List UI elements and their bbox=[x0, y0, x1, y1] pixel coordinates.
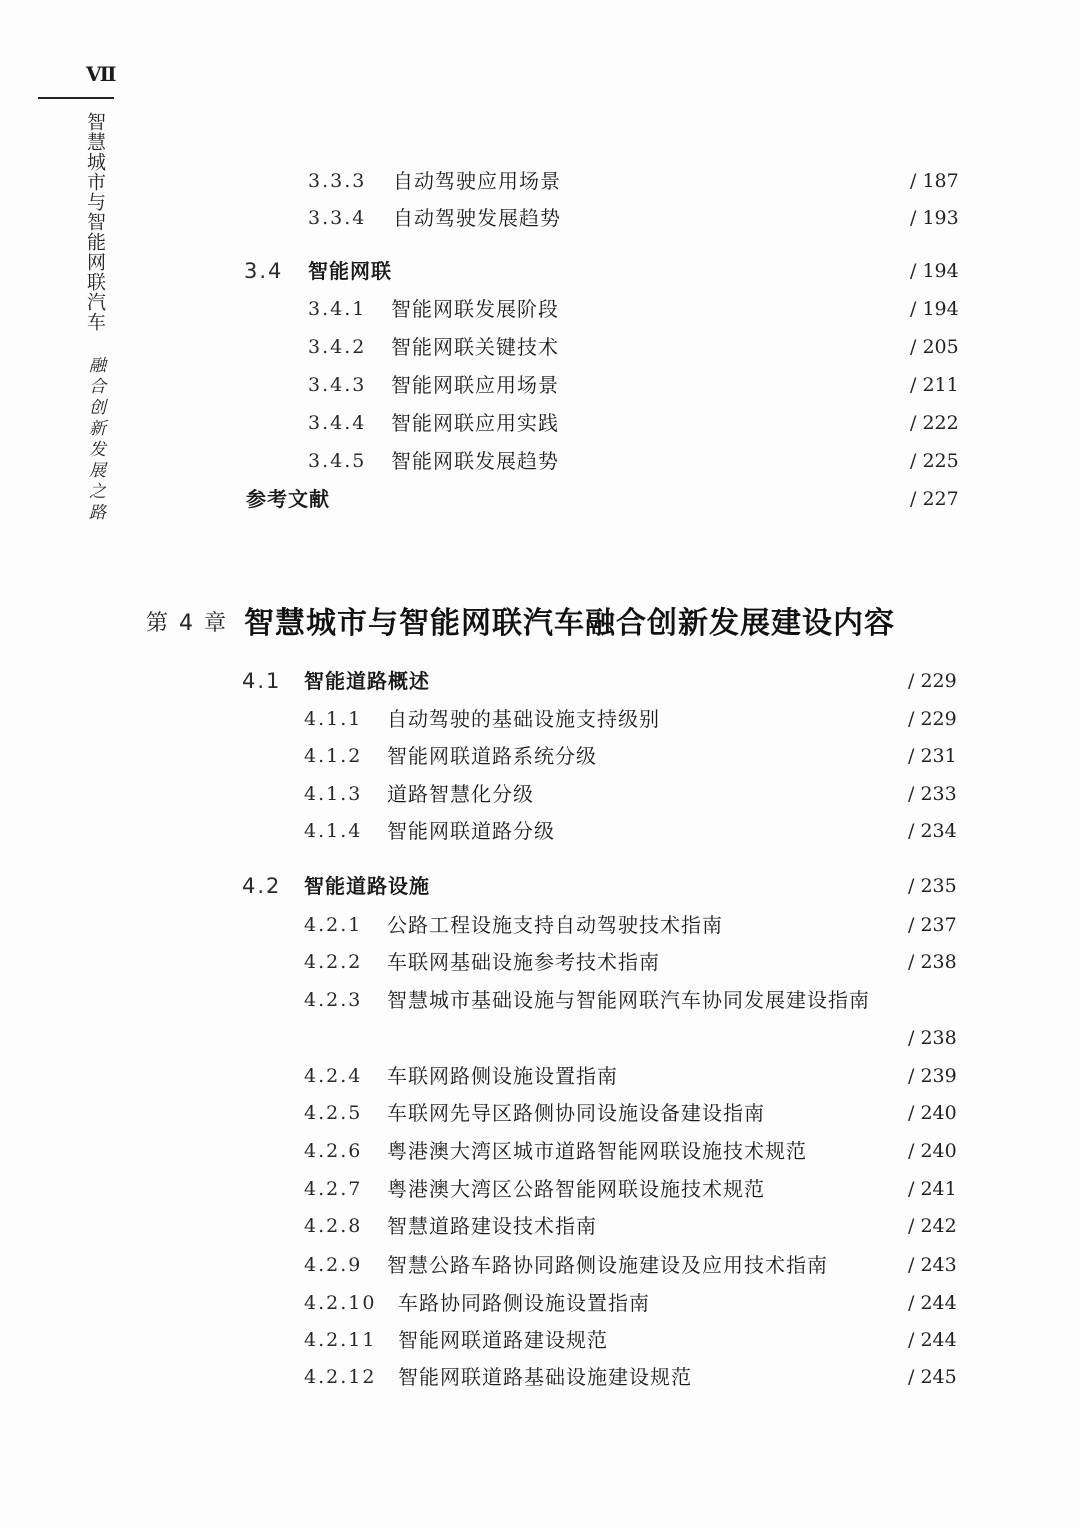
entry-page: / 187 bbox=[910, 170, 959, 192]
toc-entry-4-1-3[interactable] bbox=[0, 779, 1080, 809]
entry-number: 3.4.3 bbox=[308, 374, 367, 396]
toc-section-4-2[interactable] bbox=[0, 871, 1080, 901]
entry-number: 4.2.2 bbox=[304, 951, 363, 973]
section-page: / 229 bbox=[908, 670, 957, 692]
entry-number: 4.2.10 bbox=[304, 1292, 377, 1314]
toc-entry-3-3-3[interactable] bbox=[0, 166, 1080, 196]
toc-entry-3-4-1[interactable] bbox=[0, 294, 1080, 324]
section-number: 3.4 bbox=[244, 259, 284, 283]
entry-page: / 233 bbox=[908, 783, 957, 805]
entry-number: 4.2.5 bbox=[304, 1102, 363, 1124]
entry-number: 3.3.4 bbox=[308, 207, 367, 229]
page-number: Ⅶ bbox=[86, 62, 116, 86]
entry-number: 4.2.12 bbox=[304, 1366, 377, 1388]
references-page: / 227 bbox=[910, 488, 959, 510]
entry-title: 智能网联发展阶段 bbox=[391, 297, 559, 321]
toc-entry-4-2-3[interactable] bbox=[0, 985, 1080, 1015]
toc-entry-4-1-1[interactable] bbox=[0, 704, 1080, 734]
entry-title: 智能网联应用实践 bbox=[391, 411, 559, 435]
toc-entry-4-2-8[interactable] bbox=[0, 1211, 1080, 1241]
section-number: 4.2 bbox=[242, 874, 282, 898]
toc-entry-4-1-2[interactable] bbox=[0, 741, 1080, 771]
entry-number: 4.2.7 bbox=[304, 1178, 363, 1200]
entry-title: 智能网联道路基础设施建设规范 bbox=[398, 1365, 692, 1389]
entry-page: / 244 bbox=[908, 1329, 957, 1351]
entry-title: 公路工程设施支持自动驾驶技术指南 bbox=[387, 913, 723, 937]
entry-page: / 237 bbox=[908, 914, 957, 936]
section-title: 智能网联 bbox=[308, 259, 392, 283]
entry-title: 车联网先导区路侧协同设施设备建设指南 bbox=[387, 1101, 765, 1125]
entry-page: / 222 bbox=[910, 412, 959, 434]
entry-title: 车路协同路侧设施设置指南 bbox=[398, 1291, 650, 1315]
section-page: / 194 bbox=[910, 260, 959, 282]
entry-title: 智能网联关键技术 bbox=[391, 335, 559, 359]
entry-title: 智慧公路车路协同路侧设施建设及应用技术指南 bbox=[387, 1253, 828, 1277]
toc-entry-4-2-9[interactable] bbox=[0, 1250, 1080, 1280]
toc-entry-4-1-4[interactable] bbox=[0, 816, 1080, 846]
entry-page: / 234 bbox=[908, 820, 957, 842]
entry-page: / 193 bbox=[910, 207, 959, 229]
entry-page: / 205 bbox=[910, 336, 959, 358]
entry-number: 4.2.3 bbox=[304, 989, 363, 1011]
entry-number: 3.4.2 bbox=[308, 336, 367, 358]
toc-entry-3-4-5[interactable] bbox=[0, 446, 1080, 476]
entry-number: 4.2.8 bbox=[304, 1215, 363, 1237]
toc-entry-4-2-1[interactable] bbox=[0, 910, 1080, 940]
entry-page: / 231 bbox=[908, 745, 957, 767]
entry-page: / 239 bbox=[908, 1065, 957, 1087]
entry-number: 4.1.3 bbox=[304, 783, 363, 805]
entry-number: 4.2.1 bbox=[304, 914, 363, 936]
entry-number: 3.4.1 bbox=[308, 298, 367, 320]
toc-entry-3-3-4[interactable] bbox=[0, 203, 1080, 233]
entry-number: 4.2.9 bbox=[304, 1254, 363, 1276]
entry-page: / 242 bbox=[908, 1215, 957, 1237]
section-title: 智能道路设施 bbox=[304, 874, 430, 898]
entry-title: 道路智慧化分级 bbox=[387, 782, 534, 806]
toc-entry-4-2-2[interactable] bbox=[0, 947, 1080, 977]
entry-number: 4.2.4 bbox=[304, 1065, 363, 1087]
entry-number: 4.1.2 bbox=[304, 745, 363, 767]
entry-title: 智能网联道路系统分级 bbox=[387, 744, 597, 768]
toc-entry-4-2-6[interactable] bbox=[0, 1136, 1080, 1166]
chapter-title[interactable]: 智慧城市与智能网联汽车融合创新发展建设内容 bbox=[244, 606, 895, 641]
running-book-title: 智慧城市与智能网联汽车 bbox=[84, 112, 106, 332]
entry-title: 粤港澳大湾区公路智能网联设施技术规范 bbox=[387, 1177, 765, 1201]
toc-entry-4-2-7[interactable] bbox=[0, 1174, 1080, 1204]
section-number: 4.1 bbox=[242, 669, 282, 693]
toc-entry-4-2-3-page-line bbox=[0, 1023, 1080, 1053]
entry-page: / 241 bbox=[908, 1178, 957, 1200]
section-title: 智能道路概述 bbox=[304, 669, 430, 693]
toc-entry-4-2-4[interactable] bbox=[0, 1061, 1080, 1091]
references-title: 参考文献 bbox=[246, 487, 330, 511]
entry-page: / 238 bbox=[908, 951, 957, 973]
running-book-subtitle: 融合创新发展之路 bbox=[85, 356, 105, 524]
entry-title: 智能网联发展趋势 bbox=[391, 449, 559, 473]
entry-title: 智能网联应用场景 bbox=[391, 373, 559, 397]
toc-references[interactable] bbox=[0, 484, 1080, 514]
toc-section-3-4[interactable] bbox=[0, 256, 1080, 286]
entry-number: 3.4.4 bbox=[308, 412, 367, 434]
entry-number: 4.1.1 bbox=[304, 708, 363, 730]
entry-title: 智慧城市基础设施与智能网联汽车协同发展建设指南 bbox=[387, 988, 870, 1012]
chapter-label: 第 4 章 bbox=[146, 611, 228, 636]
entry-number: 4.2.6 bbox=[304, 1140, 363, 1162]
toc-entry-3-4-4[interactable] bbox=[0, 408, 1080, 438]
entry-page: / 240 bbox=[908, 1140, 957, 1162]
entry-page: / 240 bbox=[908, 1102, 957, 1124]
toc-entry-4-2-12[interactable] bbox=[0, 1362, 1080, 1392]
toc-entry-4-2-5[interactable] bbox=[0, 1098, 1080, 1128]
entry-number: 4.1.4 bbox=[304, 820, 363, 842]
entry-page: / 238 bbox=[908, 1027, 957, 1049]
entry-number: 4.2.11 bbox=[304, 1329, 377, 1351]
toc-entry-4-2-11[interactable] bbox=[0, 1325, 1080, 1355]
entry-number: 3.4.5 bbox=[308, 450, 367, 472]
entry-page: / 244 bbox=[908, 1292, 957, 1314]
entry-page: / 245 bbox=[908, 1366, 957, 1388]
entry-title: 自动驾驶发展趋势 bbox=[393, 206, 561, 230]
entry-title: 车联网基础设施参考技术指南 bbox=[387, 950, 660, 974]
section-page: / 235 bbox=[908, 875, 957, 897]
entry-title: 车联网路侧设施设置指南 bbox=[387, 1064, 618, 1088]
entry-title: 智慧道路建设技术指南 bbox=[387, 1214, 597, 1238]
entry-page: / 194 bbox=[910, 298, 959, 320]
entry-title: 智能网联道路建设规范 bbox=[398, 1328, 608, 1352]
entry-number: 3.3.3 bbox=[308, 170, 367, 192]
toc-entry-4-2-10[interactable] bbox=[0, 1288, 1080, 1318]
header-rule bbox=[38, 97, 114, 99]
entry-page: / 211 bbox=[910, 374, 959, 396]
entry-title: 自动驾驶应用场景 bbox=[393, 169, 561, 193]
entry-title: 粤港澳大湾区城市道路智能网联设施技术规范 bbox=[387, 1139, 807, 1163]
entry-page: / 229 bbox=[908, 708, 957, 730]
toc-entry-3-4-3[interactable] bbox=[0, 370, 1080, 400]
toc-section-4-1[interactable] bbox=[0, 666, 1080, 696]
toc-entry-3-4-2[interactable] bbox=[0, 332, 1080, 362]
entry-title: 自动驾驶的基础设施支持级别 bbox=[387, 707, 660, 731]
entry-page: / 243 bbox=[908, 1254, 957, 1276]
entry-title: 智能网联道路分级 bbox=[387, 819, 555, 843]
entry-page: / 225 bbox=[910, 450, 959, 472]
